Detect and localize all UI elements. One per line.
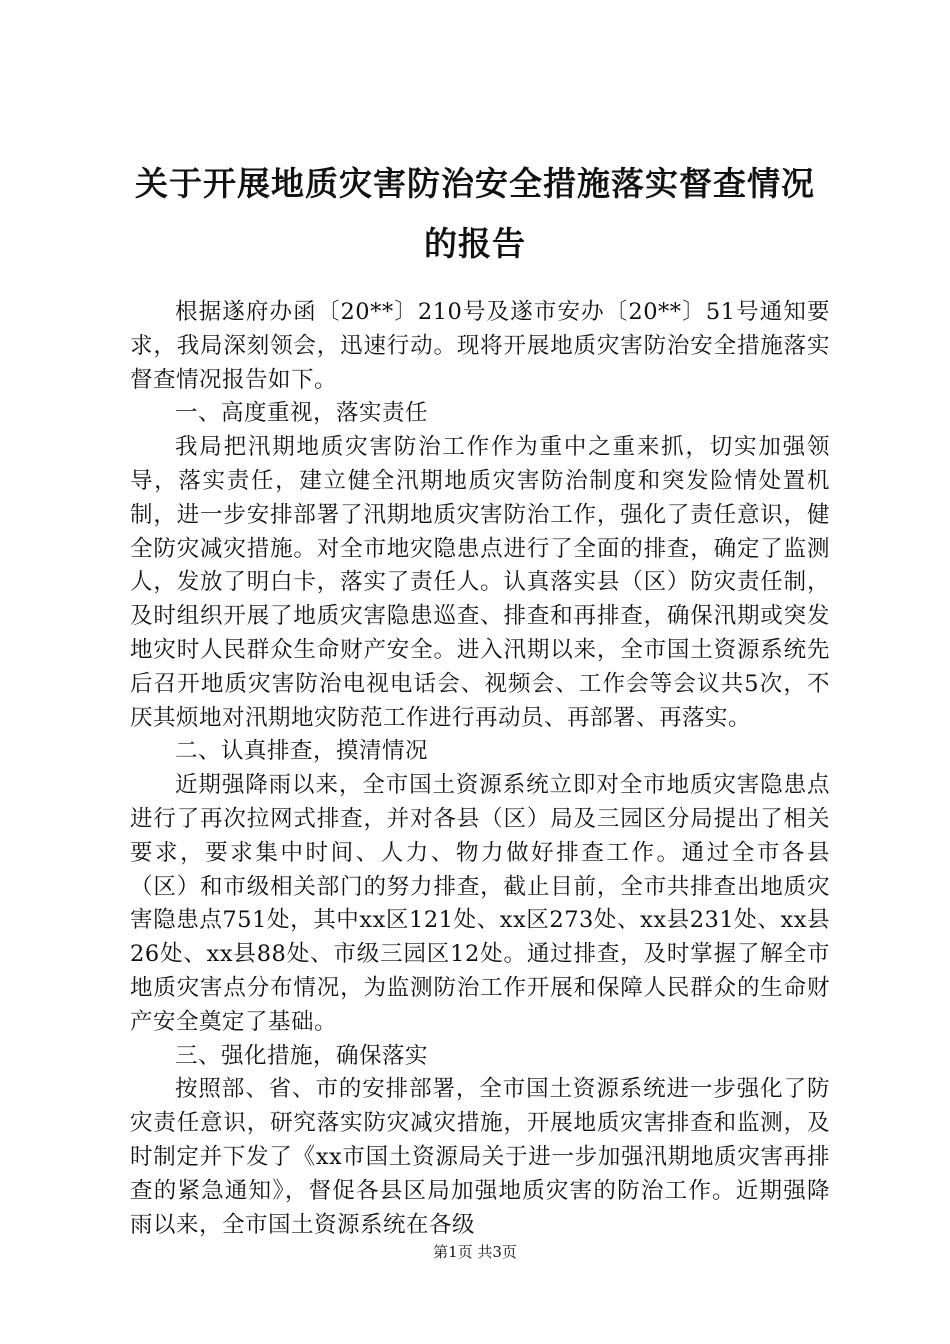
- document-title-line2: 的报告: [424, 224, 526, 263]
- section-paragraph-3: 按照部、省、市的安排部署，全市国土资源系统进一步强化了防灾责任意识，研究落实防灾减灾措施，开展地质灾害排查和监测，及时制定并下发了《xx市国土资源局关于进一步加强汛期地质灾害再排查的紧急通知》，督促各县区局加强地质灾害的防治工作。近期强降雨以来，全市国土资源系统在各级: [130, 1076, 830, 1238]
- section-paragraph-1: 我局把汛期地质灾害防治工作作为重中之重来抓，切实加强领导，落实责任，建立健全汛期地质灾害防治制度和突发险情处置机制，进一步安排部署了汛期地质灾害防治工作，强化了责任意识，健全防灾减灾措施。对全市地灾隐患点进行了全面的排查，确定了监测人，发放了明白卡，落实了责任人。认真落实县（区）防灾责任制，及时组织开展了地质灾害隐患巡查、排查和再排查，确保汛期或突发地灾时人民群众生命财产安全。进入汛期以来，全市国土资源系统先后召开地质灾害防治电视电话会、视频会、工作会等会议共5次，不厌其烦地对汛期地灾防范工作进行再动员、再部署、再落实。: [130, 434, 830, 731]
- document-body: [130, 296, 830, 1242]
- section-paragraph-2: 近期强降雨以来，全市国土资源系统立即对全市地质灾害隐患点进行了再次拉网式排查，并对各县（区）局及三园区分局提出了相关要求，要求集中时间、人力、物力做好排查工作。通过全市各县（区）和市级相关部门的努力排查，截止目前，全市共排查出地质灾害隐患点751处，其中xx区121处、xx区273处、xx县231处、xx县26处、xx县88处、市级三园区12处。通过排查，及时掌握了解全市地质灾害点分布情况，为监测防治工作开展和保障人民群众的生命财产安全奠定了基础。: [130, 772, 830, 1035]
- section-heading-1: 一、高度重视，落实责任: [175, 400, 429, 427]
- section-heading-2: 二、认真排查，摸清情况: [175, 738, 429, 765]
- document-title-line1: 关于开展地质灾害防治安全措施落实督查情况: [135, 164, 815, 203]
- intro-paragraph: 根据遂府办函〔20**〕210号及遂市安办〔20**〕51号通知要求，我局深刻领会，迅速行动。现将开展地质灾害防治安全措施落实督查情况报告如下。: [130, 299, 830, 393]
- page-footer: 第1页 共3页: [433, 1243, 517, 1261]
- section-heading-3: 三、强化措施，确保落实: [175, 1042, 429, 1069]
